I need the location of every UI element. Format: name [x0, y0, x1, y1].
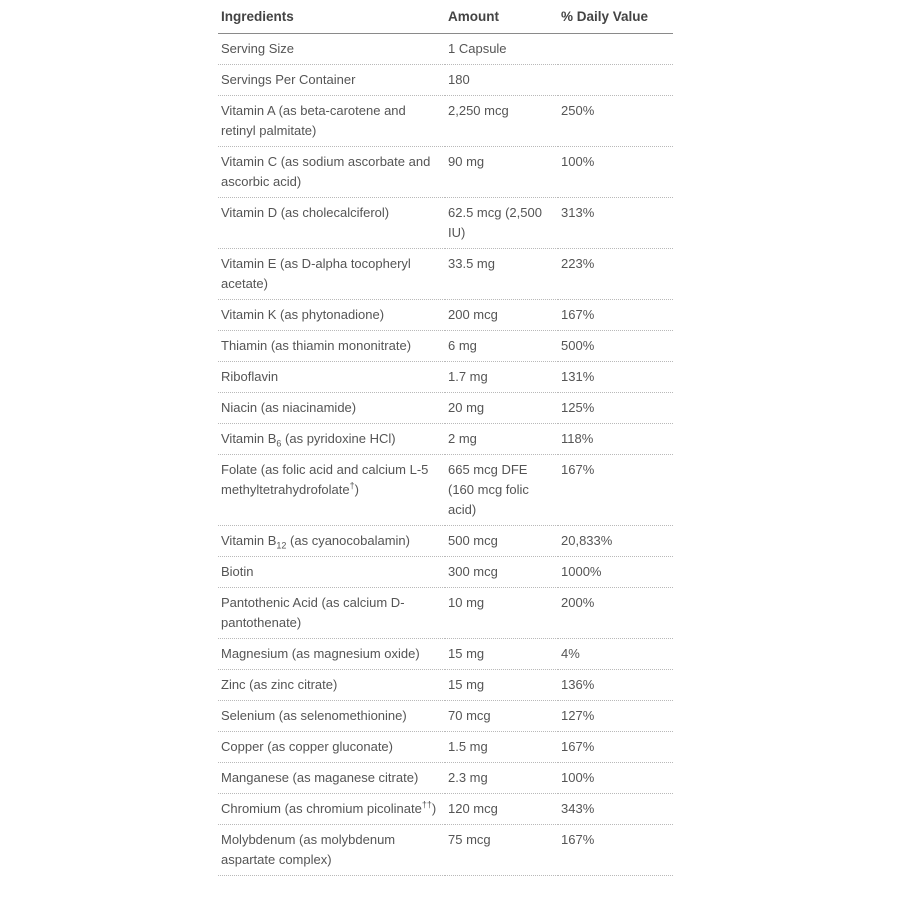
daily-value-cell: 1000% [558, 557, 673, 588]
table-row [218, 331, 673, 362]
table-row [218, 701, 673, 732]
table-row [218, 557, 673, 588]
amount-cell: 2.3 mg [445, 763, 558, 794]
ingredient-cell: Vitamin D (as cholecalciferol) [218, 198, 445, 249]
daily-value-cell: 20,833% [558, 526, 673, 557]
amount-cell: 665 mcg DFE (160 mcg folic acid) [445, 455, 558, 526]
header-ingredients: Ingredients [218, 0, 445, 34]
amount-cell: 10 mg [445, 588, 558, 639]
ingredient-footnote-mark: † [349, 480, 355, 491]
amount-cell: 2,250 mcg [445, 96, 558, 147]
daily-value-cell: 343% [558, 794, 673, 825]
header-daily-value: % Daily Value [558, 0, 673, 34]
ingredient-text-suffix: ) [354, 482, 359, 497]
table-row [218, 670, 673, 701]
table-row [218, 732, 673, 763]
amount-cell: 2 mg [445, 424, 558, 455]
ingredient-cell: Vitamin A (as beta-carotene and retinyl palmitate) [218, 96, 445, 147]
daily-value-cell: 223% [558, 249, 673, 300]
daily-value-cell: 200% [558, 588, 673, 639]
daily-value-cell: 100% [558, 763, 673, 794]
ingredient-cell: Thiamin (as thiamin mononitrate) [218, 331, 445, 362]
ingredient-cell: Zinc (as zinc citrate) [218, 670, 445, 701]
table-row [218, 300, 673, 331]
amount-cell: 120 mcg [445, 794, 558, 825]
ingredient-cell: Magnesium (as magnesium oxide) [218, 639, 445, 670]
amount-cell: 20 mg [445, 393, 558, 424]
amount-cell: 33.5 mg [445, 249, 558, 300]
ingredient-cell: Copper (as copper gluconate) [218, 732, 445, 763]
ingredient-cell [218, 424, 445, 455]
amount-cell: 500 mcg [445, 526, 558, 557]
ingredient-cell: Pantothenic Acid (as calcium D-pantothenate) [218, 588, 445, 639]
table-row [218, 588, 673, 639]
table-row [218, 249, 673, 300]
daily-value-cell: 313% [558, 198, 673, 249]
table-row [218, 639, 673, 670]
table-row [218, 147, 673, 198]
ingredient-subscript: 6 [276, 438, 282, 449]
table-row [218, 34, 673, 65]
table-row [218, 65, 673, 96]
table-row [218, 526, 673, 557]
ingredient-cell: Manganese (as maganese citrate) [218, 763, 445, 794]
amount-cell: 1.5 mg [445, 732, 558, 763]
ingredient-cell: Servings Per Container [218, 65, 445, 96]
ingredient-text: Vitamin B [221, 533, 277, 548]
amount-cell: 1 Capsule [445, 34, 558, 65]
daily-value-cell: 4% [558, 639, 673, 670]
amount-cell: 200 mcg [445, 300, 558, 331]
table-row [218, 393, 673, 424]
header-amount: Amount [445, 0, 558, 34]
amount-cell: 6 mg [445, 331, 558, 362]
daily-value-cell: 127% [558, 701, 673, 732]
table-row [218, 424, 673, 455]
amount-cell: 90 mg [445, 147, 558, 198]
ingredient-text-suffix: ) [431, 801, 437, 816]
daily-value-cell: 118% [558, 424, 673, 455]
ingredient-cell: Vitamin E (as D-alpha tocopheryl acetate) [218, 249, 445, 300]
ingredient-text: Vitamin B [221, 431, 277, 446]
ingredient-cell: Vitamin K (as phytonadione) [218, 300, 445, 331]
amount-cell: 75 mcg [445, 825, 558, 876]
amount-cell: 62.5 mcg (2,500 IU) [445, 198, 558, 249]
ingredient-cell: Molybdenum (as molybdenum aspartate complex) [218, 825, 445, 876]
daily-value-cell: 167% [558, 455, 673, 526]
ingredient-cell: Niacin (as niacinamide) [218, 393, 445, 424]
daily-value-cell: 136% [558, 670, 673, 701]
ingredient-cell [218, 526, 445, 557]
amount-cell: 300 mcg [445, 557, 558, 588]
amount-cell: 70 mcg [445, 701, 558, 732]
daily-value-cell: 167% [558, 732, 673, 763]
ingredient-cell: Serving Size [218, 34, 445, 65]
table-row [218, 455, 673, 526]
table-row [218, 362, 673, 393]
ingredient-cell: Biotin [218, 557, 445, 588]
daily-value-cell [558, 34, 673, 65]
ingredient-cell [218, 794, 445, 825]
ingredient-text: Chromium (as chromium picolinate [221, 801, 422, 816]
daily-value-cell: 100% [558, 147, 673, 198]
ingredient-cell: Riboflavin [218, 362, 445, 393]
table-row [218, 198, 673, 249]
daily-value-cell: 125% [558, 393, 673, 424]
ingredient-cell: Vitamin C (as sodium ascorbate and ascorbic acid) [218, 147, 445, 198]
amount-cell: 15 mg [445, 639, 558, 670]
daily-value-cell [558, 65, 673, 96]
daily-value-cell: 167% [558, 300, 673, 331]
amount-cell: 15 mg [445, 670, 558, 701]
daily-value-cell: 500% [558, 331, 673, 362]
ingredient-subscript: 12 [276, 540, 287, 551]
amount-cell: 1.7 mg [445, 362, 558, 393]
ingredient-cell: Selenium (as selenomethionine) [218, 701, 445, 732]
ingredient-text-suffix: (as pyridoxine HCl) [281, 431, 396, 446]
table-row [218, 96, 673, 147]
table-row [218, 825, 673, 876]
daily-value-cell: 250% [558, 96, 673, 147]
daily-value-cell: 167% [558, 825, 673, 876]
daily-value-cell: 131% [558, 362, 673, 393]
supplement-facts-panel [218, 0, 673, 876]
ingredient-text-suffix: (as cyanocobalamin) [286, 533, 410, 548]
amount-cell: 180 [445, 65, 558, 96]
ingredients-table [218, 0, 673, 876]
ingredient-text: Folate (as folic acid and calcium L-5 methyltetrahydrofolate [221, 462, 429, 497]
ingredient-footnote-mark: †† [421, 799, 432, 810]
table-row [218, 763, 673, 794]
table-header-row [218, 0, 673, 34]
ingredient-cell [218, 455, 445, 526]
table-row [218, 794, 673, 825]
